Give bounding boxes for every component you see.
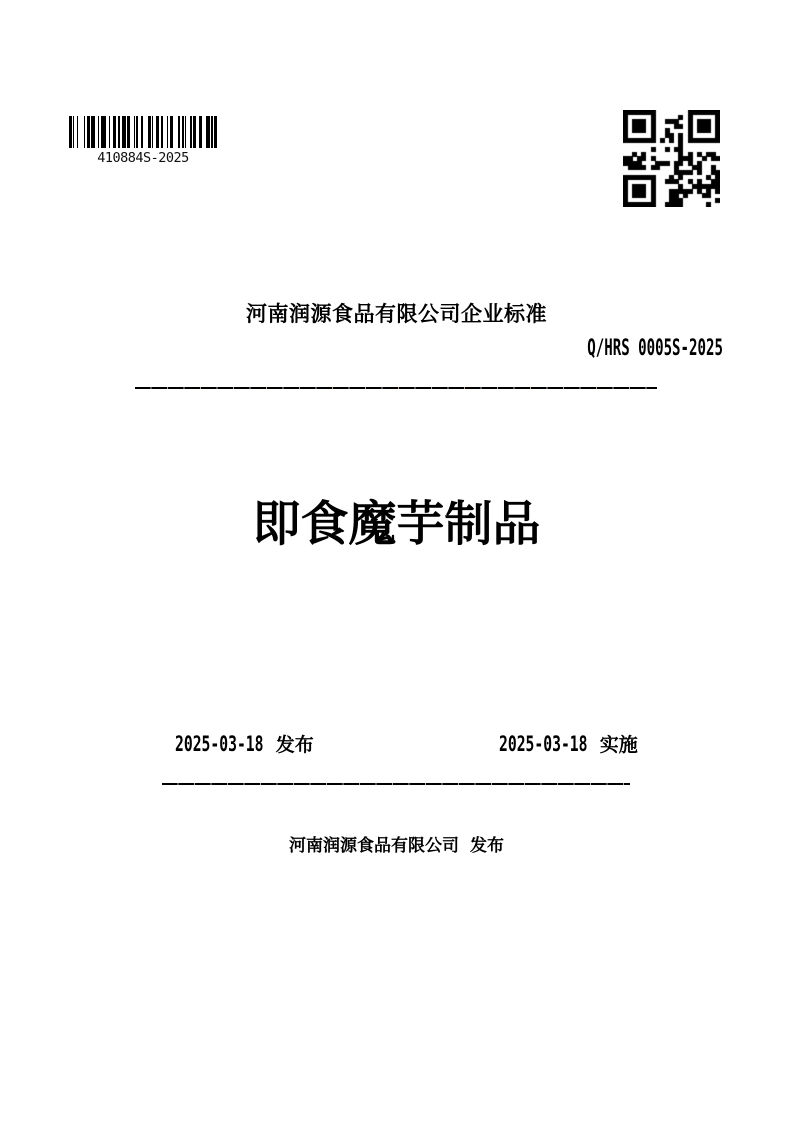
issue-label: 发布 [275, 735, 314, 756]
issue-date-line [175, 732, 314, 759]
publisher-name: 河南润源食品有限公司 [289, 836, 459, 855]
barcode [69, 116, 217, 166]
standard-number: Q/HRS 0005S-2025 [587, 336, 723, 361]
bottom-divider-line [162, 783, 630, 785]
implementation-date-line [499, 732, 638, 759]
document-title: 即食魔芋制品 [252, 498, 541, 551]
top-divider-line [135, 387, 657, 389]
implementation-date: 2025-03-18 [499, 732, 588, 756]
publish-label: 发布 [470, 836, 504, 855]
implementation-label: 实施 [599, 735, 638, 756]
qr-code-icon [623, 110, 720, 207]
enterprise-standard-heading: 河南润源食品有限公司企业标准 [246, 303, 547, 326]
issue-date: 2025-03-18 [175, 732, 264, 756]
barcode-icon [69, 116, 217, 148]
barcode-label: 410884S-2025 [97, 150, 189, 166]
publisher-line [0, 835, 793, 857]
